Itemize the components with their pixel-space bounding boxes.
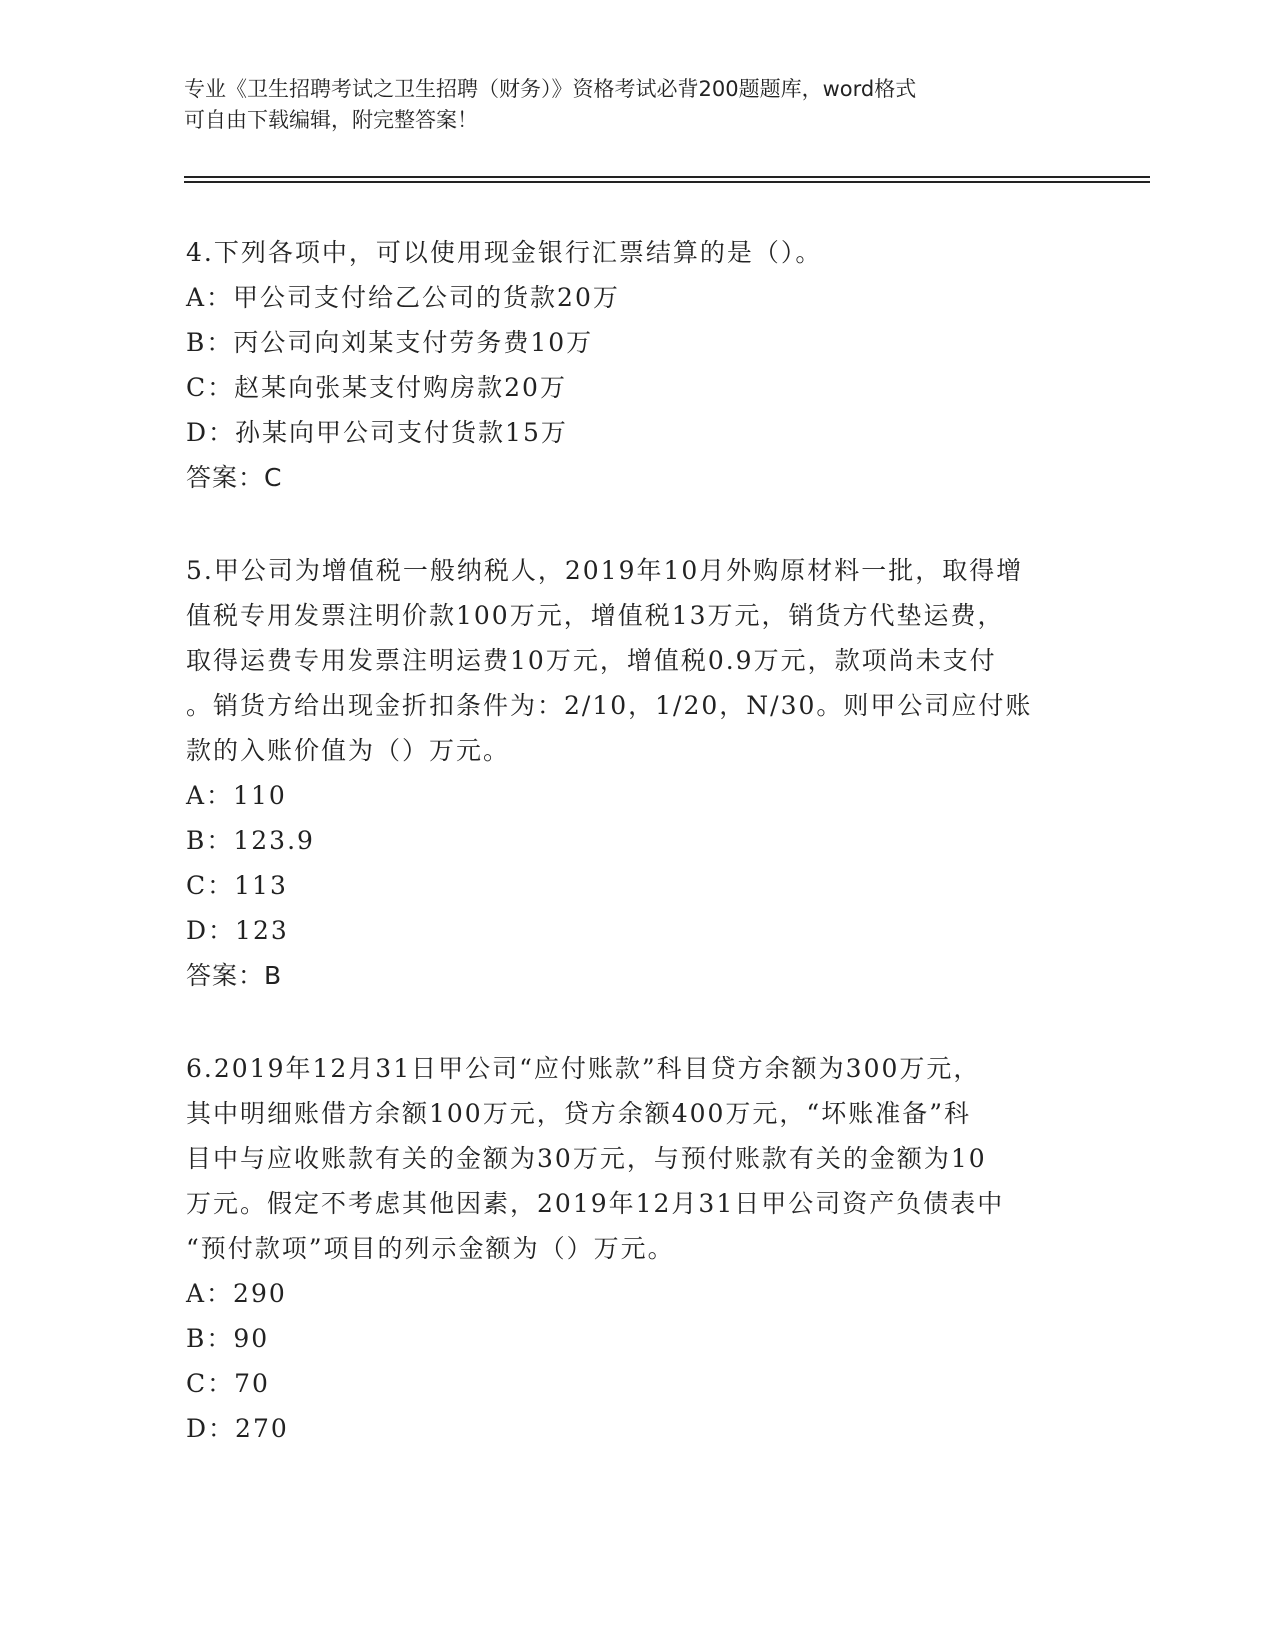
question-6-option-a: A：290 <box>186 1279 287 1308</box>
question-5-stem-line: 。销货方给出现金折扣条件为：2/10，1/20，N/30。则甲公司应付账 <box>186 691 1033 720</box>
header-divider-bottom <box>184 181 1150 183</box>
question-5-option-d: D：123 <box>186 916 289 945</box>
header-line-2: 可自由下载编辑，附完整答案！ <box>184 108 478 132</box>
question-6-stem-line: 其中明细账借方余额100万元，贷方余额400万元，“坏账准备”科 <box>186 1099 971 1128</box>
question-5-option-a: A：110 <box>186 781 287 810</box>
question-6 <box>186 1046 1086 1451</box>
header-divider-top <box>184 176 1150 178</box>
header-line-1: 专业《卫生招聘考试之卫生招聘（财务）》资格考试必背200题题库，word格式 <box>184 77 917 101</box>
question-4-option-b: B：丙公司向刘某支付劳务费10万 <box>186 328 594 357</box>
question-5-option-b: B：123.9 <box>186 826 315 855</box>
question-5 <box>186 548 1086 998</box>
question-6-stem-line: 目中与应收账款有关的金额为30万元，与预付账款有关的金额为10 <box>186 1144 987 1173</box>
question-list <box>186 230 1086 1451</box>
question-6-option-c: C：70 <box>186 1369 270 1398</box>
question-6-option-d: D：270 <box>186 1414 289 1443</box>
document-header <box>184 74 1064 136</box>
question-5-stem-line: 5.甲公司为增值税一般纳税人，2019年10月外购原材料一批，取得增 <box>186 556 1024 585</box>
question-5-option-c: C：113 <box>186 871 288 900</box>
question-4-option-c: C：赵某向张某支付购房款20万 <box>186 373 567 402</box>
question-4 <box>186 230 1086 500</box>
question-6-option-b: B：90 <box>186 1324 270 1353</box>
question-4-option-a: A：甲公司支付给乙公司的货款20万 <box>186 283 620 312</box>
question-4-stem: 4.下列各项中，可以使用现金银行汇票结算的是（）。 <box>186 238 823 267</box>
question-6-stem-line: 6.2019年12月31日甲公司“应付账款”科目贷方余额为300万元， <box>186 1054 981 1083</box>
question-5-stem-line: 款的入账价值为（）万元。 <box>186 736 511 765</box>
question-6-stem-line: “预付款项”项目的列示金额为（）万元。 <box>186 1234 675 1263</box>
question-4-answer: 答案：C <box>186 463 283 492</box>
question-5-stem-line: 值税专用发票注明价款100万元，增值税13万元，销货方代垫运费， <box>186 601 1005 630</box>
question-5-stem-line: 取得运费专用发票注明运费10万元，增值税0.9万元，款项尚未支付 <box>186 646 997 675</box>
question-4-option-d: D：孙某向甲公司支付货款15万 <box>186 418 568 447</box>
question-6-stem-line: 万元。假定不考虑其他因素，2019年12月31日甲公司资产负债表中 <box>186 1189 1005 1218</box>
question-5-answer: 答案：B <box>186 961 283 990</box>
